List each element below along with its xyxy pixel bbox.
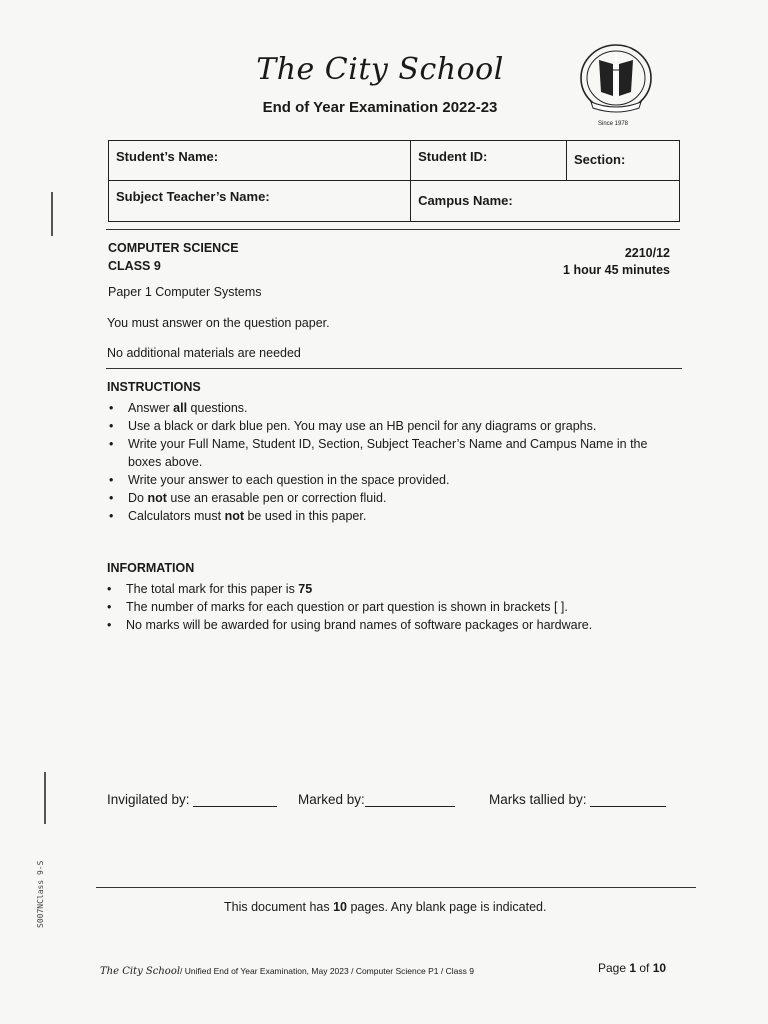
margin-code: S007NClass 9-S [36,860,45,928]
school-name: The City School [256,52,504,87]
student-info-table [108,140,680,222]
list-item: • Do not use an erasable pen or correction fluid. [127,489,677,507]
materials-note: No additional materials are needed [107,346,301,360]
margin-mark [44,772,46,824]
document-page-note: This document has 10 pages. Any blank page is indicated. [224,900,547,914]
answer-note: You must answer on the question paper. [107,316,330,330]
instructions-heading: INSTRUCTIONS [107,380,201,394]
list-item: • The number of marks for each question or part question is shown in brackets [ ]. [125,598,675,616]
information-list [105,580,675,634]
footer-text: The City School/ Unified End of Year Examination, May 2023 / Computer Science P1 / Class 9 [100,966,474,977]
divider [106,368,682,369]
list-item: • Use a black or dark blue pen. You may use an HB pencil for any diagrams or graphs. [127,417,677,435]
seal-year: Since 1978 [598,121,629,127]
list-item: • The total mark for this paper is 75 [125,580,675,598]
instructions-list [107,399,677,525]
signature-line[interactable] [590,792,666,807]
student-name-field[interactable]: Student’s Name: [109,141,411,181]
subject-teacher-field[interactable]: Subject Teacher’s Name: [109,181,411,222]
campus-field[interactable]: Campus Name: [411,181,680,222]
exam-title: End of Year Examination 2022-23 [262,99,498,116]
section-field[interactable]: Section: [567,141,680,181]
divider [106,229,680,230]
class-name: CLASS 9 [108,259,161,273]
divider [96,887,696,888]
list-item: • Calculators must not be used in this paper. [127,507,677,525]
list-item: • Answer all questions. [127,399,677,417]
paper-code: 2210/12 [624,246,670,260]
student-id-field[interactable]: Student ID: [411,141,567,181]
list-item: • Write your answer to each question in the space provided. [127,471,677,489]
list-item: • No marks will be awarded for using brand names of software packages or hardware. [125,616,675,634]
paper-duration: 1 hour 45 minutes [563,263,670,277]
margin-mark [51,192,53,236]
signature-line[interactable] [365,792,455,807]
marked-by-field[interactable]: Marked by: [298,792,455,807]
marks-tallied-field[interactable]: Marks tallied by: [489,792,666,807]
invigilated-by-field[interactable]: Invigilated by: [107,792,277,807]
signature-line[interactable] [193,792,277,807]
subject-name: COMPUTER SCIENCE [108,241,239,255]
school-seal-logo [577,40,655,126]
page-number: Page 1 of 10 [598,961,667,975]
list-item: • Write your Full Name, Student ID, Section, Subject Teacher’s Name and Campus Name in the boxes above. [127,435,677,471]
paper-title: Paper 1 Computer Systems [108,285,262,299]
information-heading: INFORMATION [107,561,195,575]
